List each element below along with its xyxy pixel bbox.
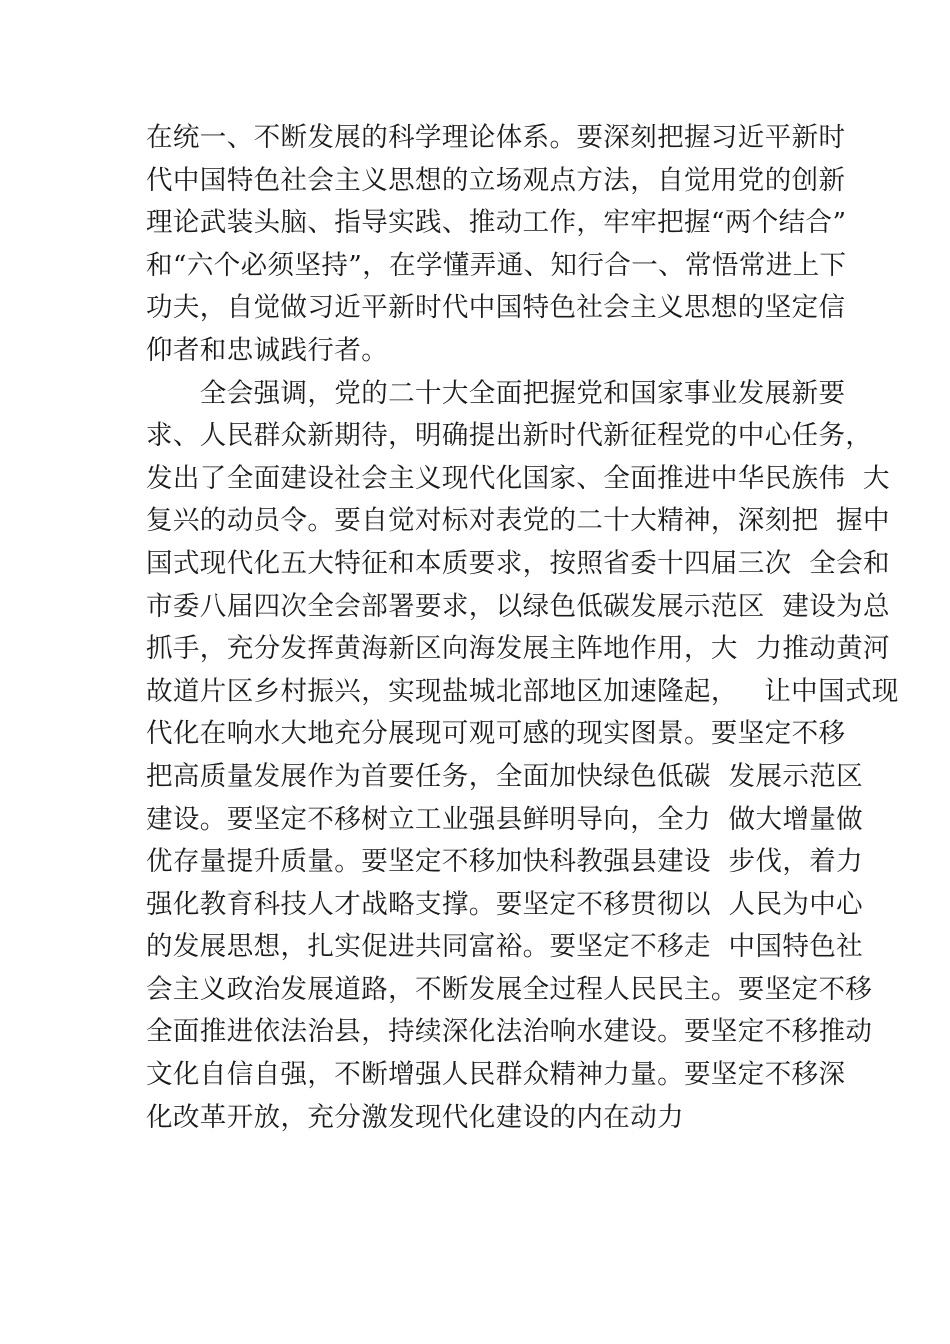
text-line: 全会强调，党的二十大全面把握党和国家事业发展新要 (146, 377, 846, 409)
text-line: 功夫，自觉做习近平新时代中国特色社会主义思想的坚定信 (146, 292, 846, 324)
document-body-text (146, 117, 899, 1139)
text-line: 故道片区乡村振兴，实现盐城北部地区加速隆起， 让中国式现 (146, 675, 899, 707)
text-line: 抓手，充分发挥黄海新区向海发展主阵地作用，大 力推动黄河 (146, 633, 890, 665)
text-line: 建设。要坚定不移树立工业强县鲜明导向，全力 做大增量做 (146, 803, 864, 835)
text-line: 会主义政治发展道路，不断发展全过程人民民主。要坚定不移 (146, 973, 873, 1005)
text-line: 和“六个必须坚持”，在学懂弄通、知行合一、常悟常进上下 (146, 249, 847, 281)
text-line: 的发展思想，扎实促进共同富裕。要坚定不移走 中国特色社 (146, 931, 864, 963)
text-line: 求、人民群众新期待，明确提出新时代新征程党的中心任务， (146, 420, 873, 452)
text-line: 在统一、不断发展的科学理论体系。要深刻把握习近平新时 (146, 122, 846, 153)
text-line: 理论武装头脑、指导实践、推动工作，牢牢把握“两个结合” (146, 207, 847, 239)
text-line: 发出了全面建设社会主义现代化国家、全面推进中华民族伟 大 (146, 462, 890, 494)
text-line: 文化自信自强，不断增强人民群众精神力量。要坚定不移深 (146, 1059, 846, 1091)
text-line: 化改革开放，充分激发现代化建设的内在动力 (146, 1101, 684, 1133)
text-line: 复兴的动员令。要自觉对标对表党的二十大精神，深刻把 握中 (146, 505, 890, 537)
text-line: 代化在响水大地充分展现可观可感的现实图景。要坚定不移 (146, 718, 846, 750)
text-line: 代中国特色社会主义思想的立场观点方法，自觉用党的创新 (146, 164, 846, 196)
text-line: 优存量提升质量。要坚定不移加快科教强县建设 步伐，着力 (146, 846, 864, 878)
text-line: 全面推进依法治县，持续深化法治响水建设。要坚定不移推动 (146, 1016, 873, 1048)
text-line: 市委八届四次全会部署要求，以绿色低碳发展示范区 建设为总 (146, 590, 890, 622)
text-line: 强化教育科技人才战略支撑。要坚定不移贯彻以 人民为中心 (146, 888, 864, 920)
text-line: 把高质量发展作为首要任务，全面加快绿色低碳 发展示范区 (146, 760, 864, 792)
text-line: 仰者和忠诚践行者。 (146, 334, 389, 366)
text-line: 国式现代化五大特征和本质要求，按照省委十四届三次 全会和 (146, 547, 890, 579)
